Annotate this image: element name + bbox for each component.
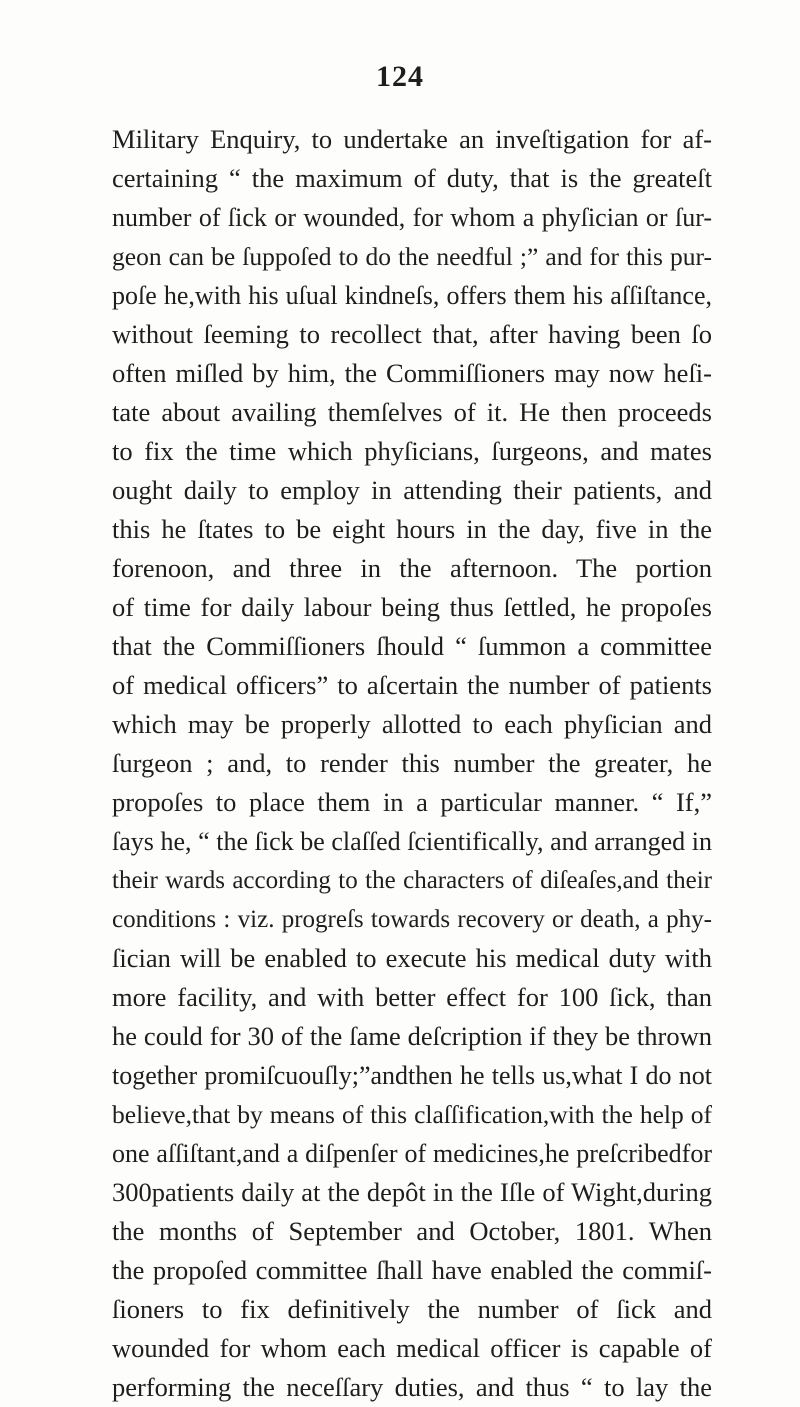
text-line: to fix the time which phyſicians, ſurgeons, and mates [112, 436, 712, 466]
text-line: often miſled by him, the Commiſſioners may now heſi- [112, 358, 712, 388]
text-line: believe,that by means of this claſſification,with the help of [112, 1100, 712, 1129]
text-line: of time for daily labour being thus ſettled, he propoſes [112, 592, 712, 622]
text-line: propoſes to place them in a particular manner. “ If,” [112, 787, 712, 817]
text-line: ſician will be enabled to execute his medical duty with [112, 943, 712, 973]
text-line: he could for 30 of the ſame deſcription if they be thrown [112, 1021, 712, 1051]
text-line: ought daily to employ in attending their patients, and [112, 475, 712, 505]
text-line: their wards according to the characters of diſeaſes,and their [112, 867, 712, 894]
text-line: 300patients daily at the depôt in the Iſle of Wight,during [112, 1177, 712, 1207]
text-line: this he ſtates to be eight hours in the day, five in the [112, 514, 712, 544]
text-line: which may be properly allotted to each phyſician and [112, 709, 712, 739]
text-line: wounded for whom each medical officer is capable of [112, 1333, 712, 1363]
text-line: Military Enquiry, to undertake an inveſtigation for af- [112, 124, 712, 154]
text-line: the propoſed committee ſhall have enabled the commiſ- [112, 1255, 712, 1285]
text-line: one aſſiſtant,and a diſpenſer of medicines,he preſcribedfor [112, 1139, 712, 1168]
text-line: the months of September and October, 1801. When [112, 1216, 712, 1246]
text-line: poſe he,with his uſual kindneſs, offers them his aſſiſtance, [112, 281, 712, 310]
text-line: ſioners to fix definitively the number of ſick and [112, 1294, 712, 1324]
text-line: certaining “ the maximum of duty, that is the greateſt [112, 163, 712, 193]
text-line: that the Commiſſioners ſhould “ ſummon a committee [112, 631, 712, 661]
text-line: performing the neceſſary duties, and thus “ to lay the [112, 1372, 712, 1402]
text-line: without ſeeming to recollect that, after having been ſo [112, 319, 712, 349]
text-line: tate about availing themſelves of it. He then proceeds [112, 397, 712, 427]
text-line: geon can be ſuppoſed to do the needful ;” and for this pur- [112, 242, 712, 271]
text-line: forenoon, and three in the afternoon. The portion [112, 553, 712, 583]
text-line: of medical officers” to aſcertain the number of patients [112, 670, 712, 700]
text-line: ſurgeon ; and, to render this number the greater, he [112, 748, 712, 778]
text-line: conditions : viz. progreſs towards recovery or death, a phy- [112, 906, 712, 933]
page-number: 124 [376, 60, 424, 93]
text-line: number of ſick or wounded, for whom a phyſician or ſur- [112, 203, 712, 232]
text-line: ſays he, “ the ſick be claſſed ſcientifically, and arranged in [112, 827, 712, 856]
body-text [112, 120, 712, 1407]
text-line: more facility, and with better effect for 100 ſick, than [112, 982, 712, 1012]
text-line: together promiſcuouſly;”andthen he tells us,what I do not [112, 1061, 712, 1090]
